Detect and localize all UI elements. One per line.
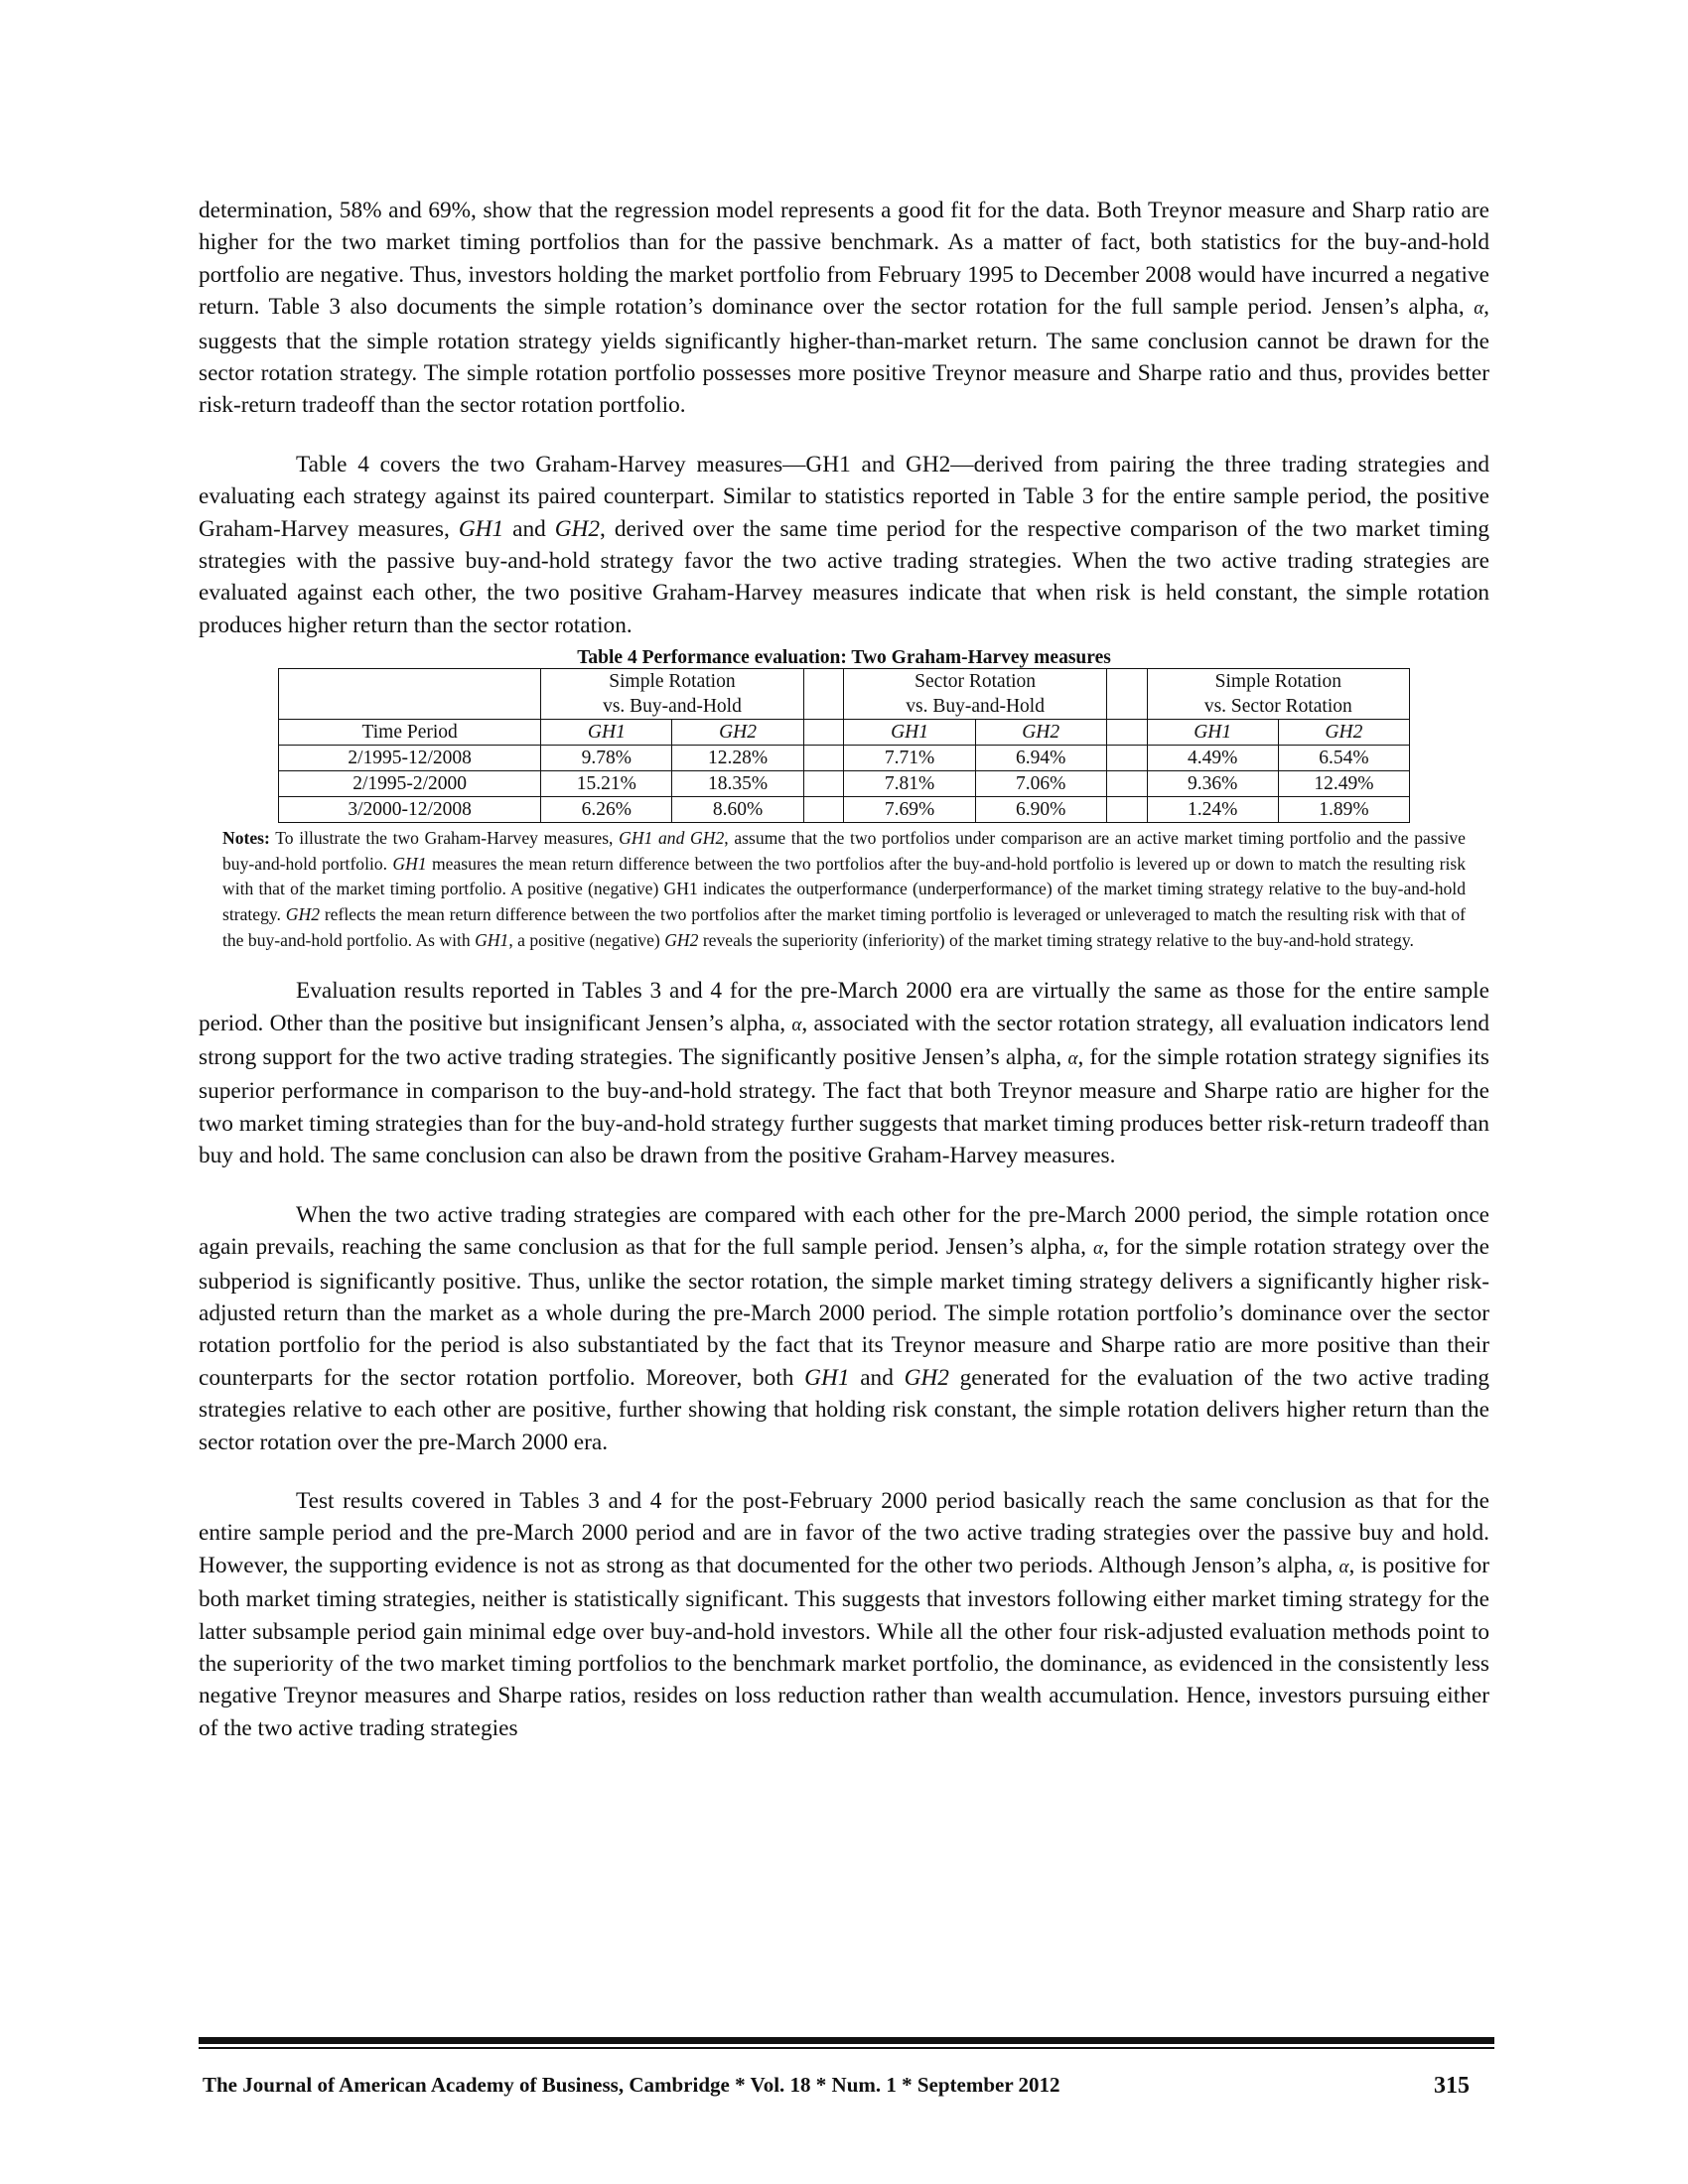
value-cell: 4.49% bbox=[1147, 746, 1278, 771]
performance-table bbox=[278, 668, 1410, 823]
footer-rule-thick bbox=[199, 2037, 1494, 2044]
value-cell: 15.21% bbox=[541, 771, 672, 797]
period-cell: 3/2000-12/2008 bbox=[279, 797, 541, 823]
text: Table 4 covers the two Graham-Harvey measures—GH1 and GH2—derived from pairing the three trading strategies and evaluating each strategy against its paired counterpart. Similar to statistics reported in Table 3 for the entire sample period, the positive Graham-Harvey measures, bbox=[199, 451, 1489, 542]
text: GH2 bbox=[285, 904, 320, 925]
table-column-header-row bbox=[279, 720, 1410, 746]
gh2-term: GH2 bbox=[554, 515, 601, 542]
text: Evaluation results reported in Tables 3 and 4 for the pre-March 2000 era are virtually the same as those for the entire sample period. Other than the positive but insignificant Jensen’s alpha, bbox=[199, 978, 1489, 1036]
footer-rule-thin bbox=[199, 2047, 1494, 2049]
text: GH1 bbox=[475, 929, 509, 950]
alpha-symbol: α bbox=[1092, 1238, 1103, 1260]
text: GH2 bbox=[664, 929, 699, 950]
paragraph-4 bbox=[199, 1199, 1489, 1458]
value-cell: 7.71% bbox=[844, 746, 975, 771]
group-subheader: vs. Buy-and-Hold bbox=[844, 694, 1106, 720]
page-body bbox=[199, 195, 1489, 1744]
text: , a positive (negative) bbox=[508, 929, 660, 950]
text: , suggests that the simple rotation strategy yields significantly higher-than-market return. The same conclusion cannot be drawn for the sector rotation strategy. The simple rotation portfolio possesses more positive Treynor measure and Sharpe ratio and thus, provides better risk-return tradeoff than the sector rotation portfolio. bbox=[199, 294, 1489, 419]
text: , is positive for both market timing strategies, neither is statistically significant. This suggests that investors following either market timing strategy for the latter subsample period gain minimal edge over buy-and-hold investors. While all the other four risk-adjusted evaluation methods point to the superiority of the two market timing portfolios to the benchmark market portfolio, the dominance, as evidenced in the consistently less negative Treynor measures and Sharpe ratios, resides on loss reduction rather than wealth accumulation. Hence, investors pursuing either of the two active trading strategies bbox=[199, 1552, 1489, 1741]
table-row bbox=[279, 797, 1410, 823]
text: , associated with the sector rotation strategy, all evaluation indicators lend strong support for the two active trading strategies. The significantly positive Jensen’s alpha, bbox=[199, 1010, 1489, 1071]
group-subheader: vs. Buy-and-Hold bbox=[541, 694, 803, 720]
alpha-symbol: α bbox=[1067, 1048, 1078, 1070]
gh1-term: GH1 bbox=[458, 515, 504, 542]
group-header: Simple Rotation bbox=[541, 669, 803, 695]
gh2-header: GH2 bbox=[1278, 720, 1409, 746]
value-cell: 1.89% bbox=[1278, 797, 1409, 823]
value-cell: 6.94% bbox=[975, 746, 1106, 771]
value-cell: 12.28% bbox=[672, 746, 803, 771]
text: , derived over the same time period for the respective comparison of the two market timing strategies with the passive buy-and-hold strategy favor the two active trading strategies. When the two active trading strategies are evaluated against each other, the two positive Graham-Harvey measures indicate that when risk is held constant, the simple rotation produces higher return than the sector rotation. bbox=[199, 515, 1490, 638]
gh1-header: GH1 bbox=[1147, 720, 1278, 746]
text: GH1 bbox=[392, 853, 427, 874]
value-cell: 6.54% bbox=[1278, 746, 1409, 771]
gh1-header: GH1 bbox=[844, 720, 975, 746]
alpha-symbol: α bbox=[1338, 1556, 1349, 1577]
table-header-row-2 bbox=[279, 694, 1410, 720]
text: and bbox=[860, 1364, 894, 1391]
text: and bbox=[512, 515, 546, 542]
text: reflects the mean return difference between the two portfolios after the market timing portfolio is leveraged or unleveraged to match the resulting risk with that of the buy-and-hold portfolio. As with bbox=[222, 904, 1466, 950]
group-header: Simple Rotation bbox=[1147, 669, 1409, 695]
notes-label: Notes: bbox=[222, 828, 270, 849]
journal-citation: The Journal of American Academy of Business, Cambridge * Vol. 18 * Num. 1 * September 2012 bbox=[203, 2073, 1060, 2097]
text: , for the simple rotation strategy signifies its superior performance in comparison to the buy-and-hold strategy. The fact that both Treynor measure and Sharpe ratio are higher for the two market timing strategies than for the buy-and-hold strategy further suggests that market timing produces better risk-return tradeoff than buy and hold. The same conclusion can also be drawn from the positive Graham-Harvey measures. bbox=[199, 1044, 1489, 1169]
value-cell: 1.24% bbox=[1147, 797, 1278, 823]
text: reveals the superiority (inferiority) of the market timing strategy relative to the buy-and-hold strategy. bbox=[702, 929, 1414, 950]
text: generated for the evaluation of the two active trading strategies relative to each other are positive, further showing that holding risk constant, the simple rotation delivers higher return than the sector rotation over the pre-March 2000 era. bbox=[199, 1364, 1490, 1455]
gh1-header: GH1 bbox=[541, 720, 672, 746]
value-cell: 6.90% bbox=[975, 797, 1106, 823]
alpha-symbol: α bbox=[1474, 298, 1484, 320]
gh2-header: GH2 bbox=[672, 720, 803, 746]
alpha-symbol: α bbox=[791, 1014, 802, 1035]
text: , assume that the two portfolios under comparison are an active market timing portfolio and the passive buy-and-hold portfolio. bbox=[222, 828, 1466, 874]
value-cell: 6.26% bbox=[541, 797, 672, 823]
paragraph-1 bbox=[199, 195, 1489, 422]
value-cell: 12.49% bbox=[1278, 771, 1409, 797]
text: determination, 58% and 69%, show that the regression model represents a good fit for the data. Both Treynor measure and Sharp ratio are higher for the two market timing portfolios than for the passive benchmark. As a matter of fact, both statistics for the buy-and-hold portfolio are negative. Thus, investors holding the market portfolio from February 1995 to December 2008 would have incurred a negative return. Table 3 also documents the simple rotation’s dominance over the sector rotation for the full sample period. Jensen’s alpha, bbox=[199, 198, 1489, 321]
table-row bbox=[279, 771, 1410, 797]
text: To illustrate the two Graham-Harvey measures, bbox=[275, 828, 614, 849]
text: When the two active trading strategies are compared with each other for the pre-March 2000 period, the simple rotation once again prevails, reaching the same conclusion as that for the full sample period. Jensen’s alpha, bbox=[199, 1201, 1489, 1261]
value-cell: 7.06% bbox=[975, 771, 1106, 797]
paragraph-2 bbox=[199, 449, 1489, 641]
period-cell: 2/1995-2/2000 bbox=[279, 771, 541, 797]
value-cell: 7.69% bbox=[844, 797, 975, 823]
gh2-term: GH2 bbox=[904, 1364, 949, 1391]
value-cell: 18.35% bbox=[672, 771, 803, 797]
value-cell: 9.36% bbox=[1147, 771, 1278, 797]
value-cell: 8.60% bbox=[672, 797, 803, 823]
time-period-header: Time Period bbox=[279, 720, 541, 746]
period-cell: 2/1995-12/2008 bbox=[279, 746, 541, 771]
table-title: Table 4 Performance evaluation: Two Graham-Harvey measures bbox=[577, 647, 1111, 669]
table-notes bbox=[222, 826, 1466, 953]
table-row bbox=[279, 746, 1410, 771]
page-number: 315 bbox=[1434, 2073, 1470, 2099]
text: , for the simple rotation strategy over the subperiod is significantly positive. Thus, unlike the sector rotation, the simple market timing strategy delivers a significantly higher risk-adjusted return than the market as a whole during the pre-March 2000 period. The simple rotation portfolio’s dominance over the sector rotation portfolio for the period is also substantiated by the fact that its Treynor measure and Sharpe ratio are more positive than their counterparts for the sector rotation portfolio. Moreover, both bbox=[199, 1234, 1490, 1391]
text: GH1 and GH2 bbox=[619, 828, 725, 849]
group-header: Sector Rotation bbox=[844, 669, 1106, 695]
text: measures the mean return difference between the two portfolios after the buy-and-hold portfolio is levered up or down to match the resulting risk with that of the market timing portfolio. A positive (negative) GH1 indicates the outperformance (underperformance) of the market timing strategy relative to the buy-and-hold strategy. bbox=[222, 853, 1466, 925]
gh2-header: GH2 bbox=[975, 720, 1106, 746]
value-cell: 7.81% bbox=[844, 771, 975, 797]
paragraph-5 bbox=[199, 1485, 1489, 1744]
value-cell: 9.78% bbox=[541, 746, 672, 771]
gh1-term: GH1 bbox=[804, 1364, 850, 1391]
table-header-row-1 bbox=[279, 669, 1410, 695]
group-subheader: vs. Sector Rotation bbox=[1147, 694, 1409, 720]
paragraph-3 bbox=[199, 975, 1489, 1171]
text: Test results covered in Tables 3 and 4 for the post-February 2000 period basically reach the same conclusion as that for the entire sample period and the pre-March 2000 period and are in favor of the two active trading strategies over the passive buy and hold. However, the supporting evidence is not as strong as that documented for the other two periods. Although Jenson’s alpha, bbox=[199, 1487, 1489, 1578]
table-4 bbox=[278, 647, 1410, 823]
